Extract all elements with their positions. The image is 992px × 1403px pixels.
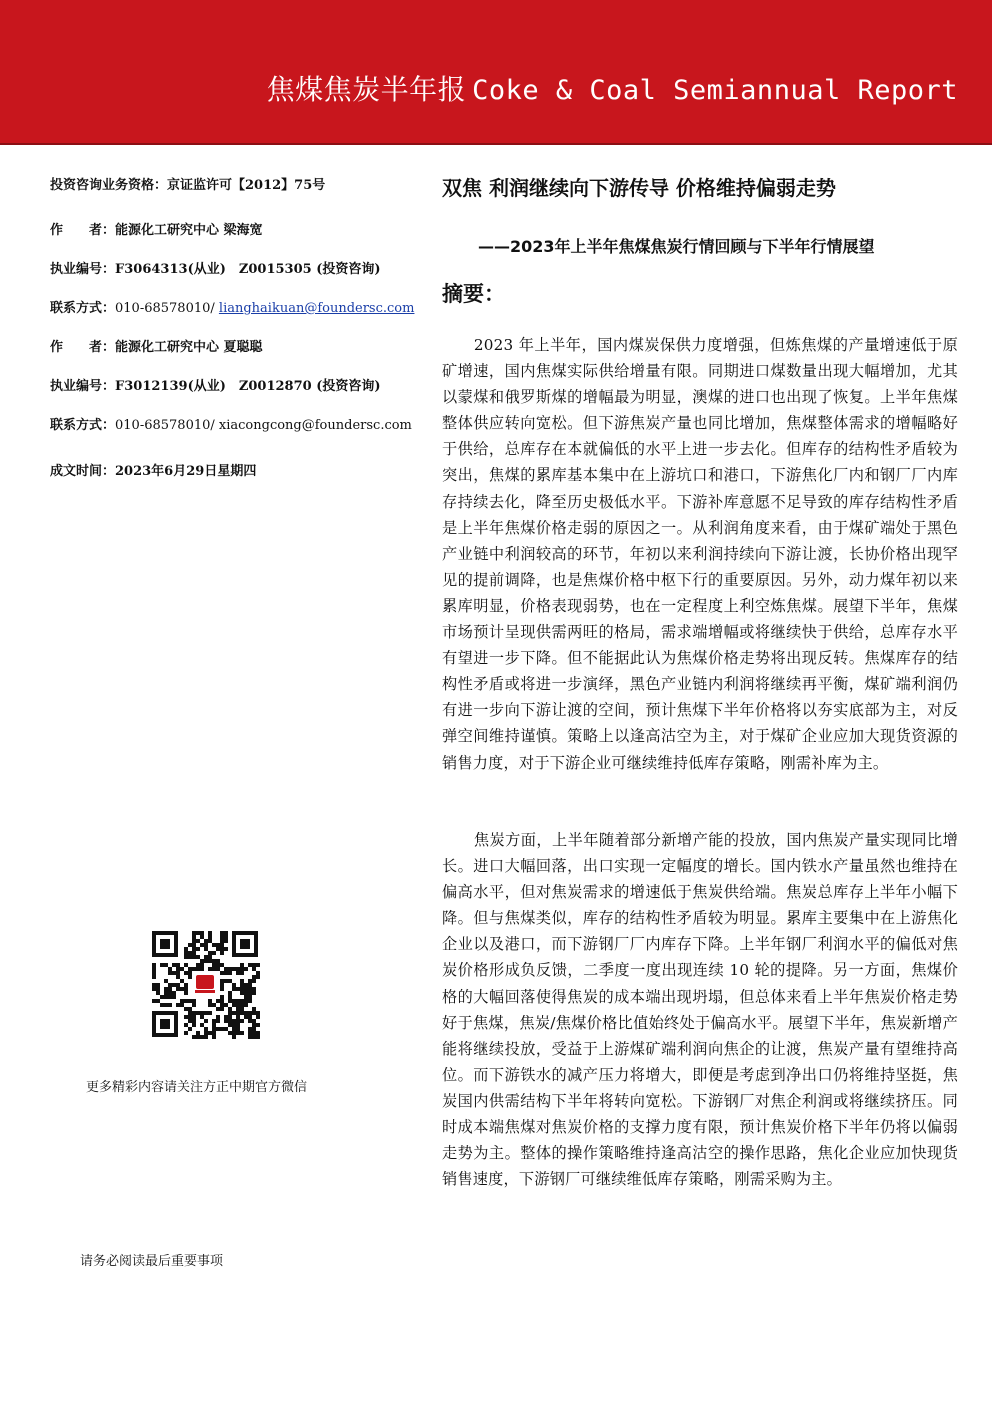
report-title-cn: 焦煤焦炭半年报: [266, 73, 467, 106]
article-subtitle: ——2023年上半年焦煤焦炭行情回顾与下半年行情展望: [478, 237, 875, 256]
header-divider: [0, 143, 992, 145]
author2-line: [50, 336, 263, 355]
license1-value: F3064313(从业) Z0015305 (投资咨询): [115, 262, 381, 277]
contact2-label: 联系方式：: [50, 418, 116, 433]
author1-label: 作 者：: [50, 223, 116, 238]
author2-label: 作 者：: [50, 340, 116, 355]
license2-value: F3012139(从业) Z0012870 (投资咨询): [115, 379, 381, 394]
header-banner: [0, 0, 992, 143]
abstract-heading: 摘要：: [442, 282, 505, 306]
contact1-email-link[interactable]: lianghaikuan@foundersc.com: [218, 301, 415, 316]
qr-code-graphic: [150, 929, 260, 1039]
author1-line: [50, 219, 263, 238]
author1-value: 能源化工研究中心 梁海宽: [115, 223, 263, 238]
wechat-qr-code: [150, 929, 260, 1039]
report-title-en: Coke & Coal Semiannual Report: [472, 75, 958, 106]
qr-caption: 更多精彩内容请关注方正中期官方微信: [86, 1080, 308, 1095]
contact2-phone: 010-68578010/: [115, 418, 219, 433]
contact1-phone: 010-68578010/: [115, 301, 219, 316]
contact2-line: [50, 414, 412, 433]
abstract-paragraph-1: 2023 年上半年，国内煤炭保供力度增强，但炼焦煤的产量增速低于原矿增速，国内焦煤实际供给增量有限。同期进口煤数量出现大幅增加，尤其以蒙煤和俄罗斯煤的增幅最为明显，澳煤的进口也出现了恢复。上半年焦煤整体供应转向宽松。但下游焦炭产量也同比增加，焦煤整体需求的增幅略好于供给，总库存在本就偏低的水平上进一步去化。但库存的结构性矛盾较为突出，焦煤的累库基本集中在上游坑口和港口，下游焦化厂内和钢厂厂内库存持续去化，降至历史极低水平。下游补库意愿不足导致的库存结构性矛盾是上半年焦煤价格走弱的原因之一。从利润角度来看，由于煤矿端处于黑色产业链中利润较高的环节，年初以来利润持续向下游让渡，长协价格出现罕见的提前调降，也是焦煤价格中枢下行的重要原因。另外，动力煤年初以来累库明显，价格表现弱势，也在一定程度上利空炼焦煤。展望下半年，焦煤市场预计呈现供需两旺的格局，需求端增幅或将继续快于供给，总库存水平有望进一步下降。但不能据此认为焦煤价格走势将出现反转。焦煤库存的结构性矛盾或将进一步演绎，黑色产业链内利润将继续再平衡，煤矿端利润仍有进一步向下游让渡的空间，预计焦煤下半年价格将以夯实底部为主，对反弹空间维持谨慎。策略上以逢高沽空为主，对于煤矿企业应加大现货资源的销售力度，对于下游企业可继续维持低库存策略，刚需补库为主。: [442, 336, 958, 772]
date-line: 成文时间：2023年6月29日星期四: [50, 464, 257, 479]
contact1-line: [50, 297, 414, 316]
abstract-paragraph-2: 焦炭方面，上半年随着部分新增产能的投放，国内焦炭产量实现同比增长。进口大幅回落，出口实现一定幅度的增长。国内铁水产量虽然也维持在偏高水平，但对焦炭需求的增速低于焦炭供给端。焦炭总库存上半年小幅下降。但与焦煤类似，库存的结构性矛盾较为明显。累库主要集中在上游焦化企业以及港口，而下游钢厂厂内库存下降。上半年钢厂利润水平的偏低对焦炭价格形成负反馈，二季度一度出现连续 10 轮的提降。另一方面，焦煤价格的大幅回落使得焦炭的成本端出现坍塌，但总体来看上半年焦炭价格走势好于焦煤，焦炭/焦煤价格比值始终处于偏高水平。展望下半年，焦炭新增产能将继续投放，受益于上游煤矿端利润向焦企的让渡，焦炭产量有望维持高位。而下游铁水的减产压力将增大，即便是考虑到净出口仍将维持坚挺，焦炭国内供需结构下半年将转向宽松。下游钢厂对焦企利润或将继续挤压。同时成本端焦煤对焦炭价格的支撑力度有限，预计焦炭价格下半年仍将以偏弱走势为主。整体的操作策略维持逢高沽空的操作思路，焦化企业应加快现货销售速度，下游钢厂可继续维低库存策略，刚需采购为主。: [442, 831, 958, 1189]
license2-line: [50, 375, 381, 394]
report-title: [267, 68, 958, 108]
license2-label: 执业编号：: [50, 379, 116, 394]
qualification-line: 投资咨询业务资格：京证监许可【2012】75号: [50, 178, 326, 193]
footer-note: 请务必阅读最后重要事项: [80, 1254, 224, 1269]
article-title: 双焦 利润继续向下游传导 价格维持偏弱走势: [442, 176, 836, 200]
author2-value: 能源化工研究中心 夏聪聪: [115, 340, 263, 355]
contact1-label: 联系方式：: [50, 301, 116, 316]
license1-line: [50, 258, 381, 277]
license1-label: 执业编号：: [50, 262, 116, 277]
contact2-email: xiacongcong@foundersc.com: [218, 418, 412, 433]
